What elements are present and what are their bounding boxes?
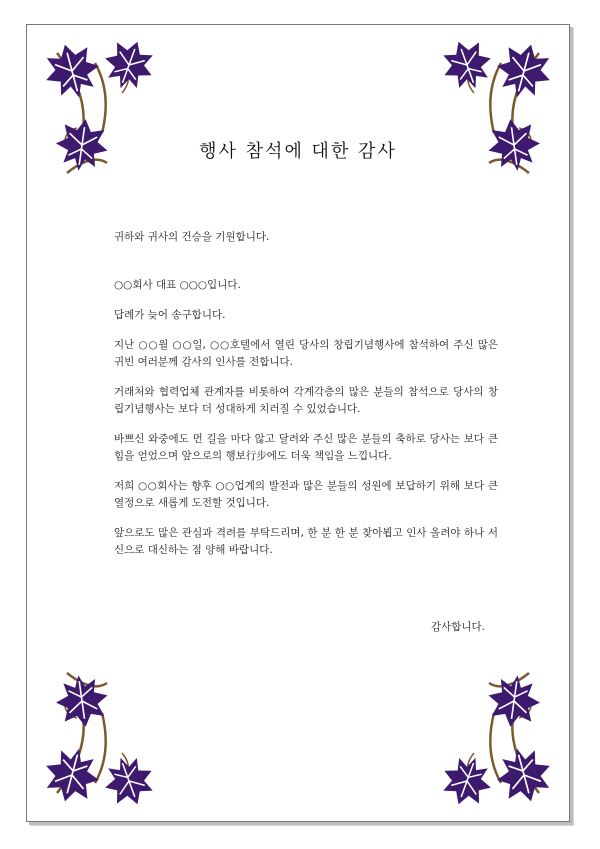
corner-ornament-bottom-right [429, 663, 559, 813]
body-paragraph: 저희 ○○회사는 향후 ○○업계의 발전과 많은 분들의 성원에 보답하기 위해 보다 큰 열정으로 새롭게 도전할 것입니다. [114, 480, 498, 509]
grape-leaf-vine-icon [429, 663, 559, 813]
greeting-line: 귀하와 귀사의 건승을 기원합니다. [114, 231, 270, 243]
letter-body [114, 229, 498, 559]
body-paragraph: 거래처와 협력업체 관계자를 비롯하여 각계각층의 많은 분들의 참석으로 당사의 창립기념행사는 보다 더 성대하게 치러질 수 있었습니다. [114, 386, 498, 415]
letter-page [26, 24, 570, 822]
body-paragraph: 답례가 늦어 송구합니다. [114, 309, 226, 321]
corner-ornament-bottom-left [37, 663, 167, 813]
introduction-line: ○○회사 대표 ○○○입니다. [114, 279, 241, 291]
letter-title: 행사 참석에 대한 감사 [199, 141, 397, 162]
grape-leaf-vine-icon [37, 663, 167, 813]
body-paragraph: 지난 ○○월 ○○일, ○○호텔에서 열린 당사의 창립기념행사에 참석하여 주신 많은 귀빈 여러분께 감사의 인사를 전합니다. [114, 339, 498, 368]
closing-line: 감사합니다. [430, 621, 485, 633]
body-paragraph: 바쁘신 와중에도 먼 길을 마다 않고 달려와 주신 많은 분들의 축하로 당사는 보다 큰 힘을 얻었으며 앞으로의 행보行步에도 더욱 책임을 느낍니다. [114, 433, 498, 462]
body-paragraph: 앞으로도 많은 관심과 격려를 부탁드리며, 한 분 한 분 찾아뵙고 인사 올려야 하나 서신으로 대신하는 점 양해 바랍니다. [114, 527, 498, 556]
